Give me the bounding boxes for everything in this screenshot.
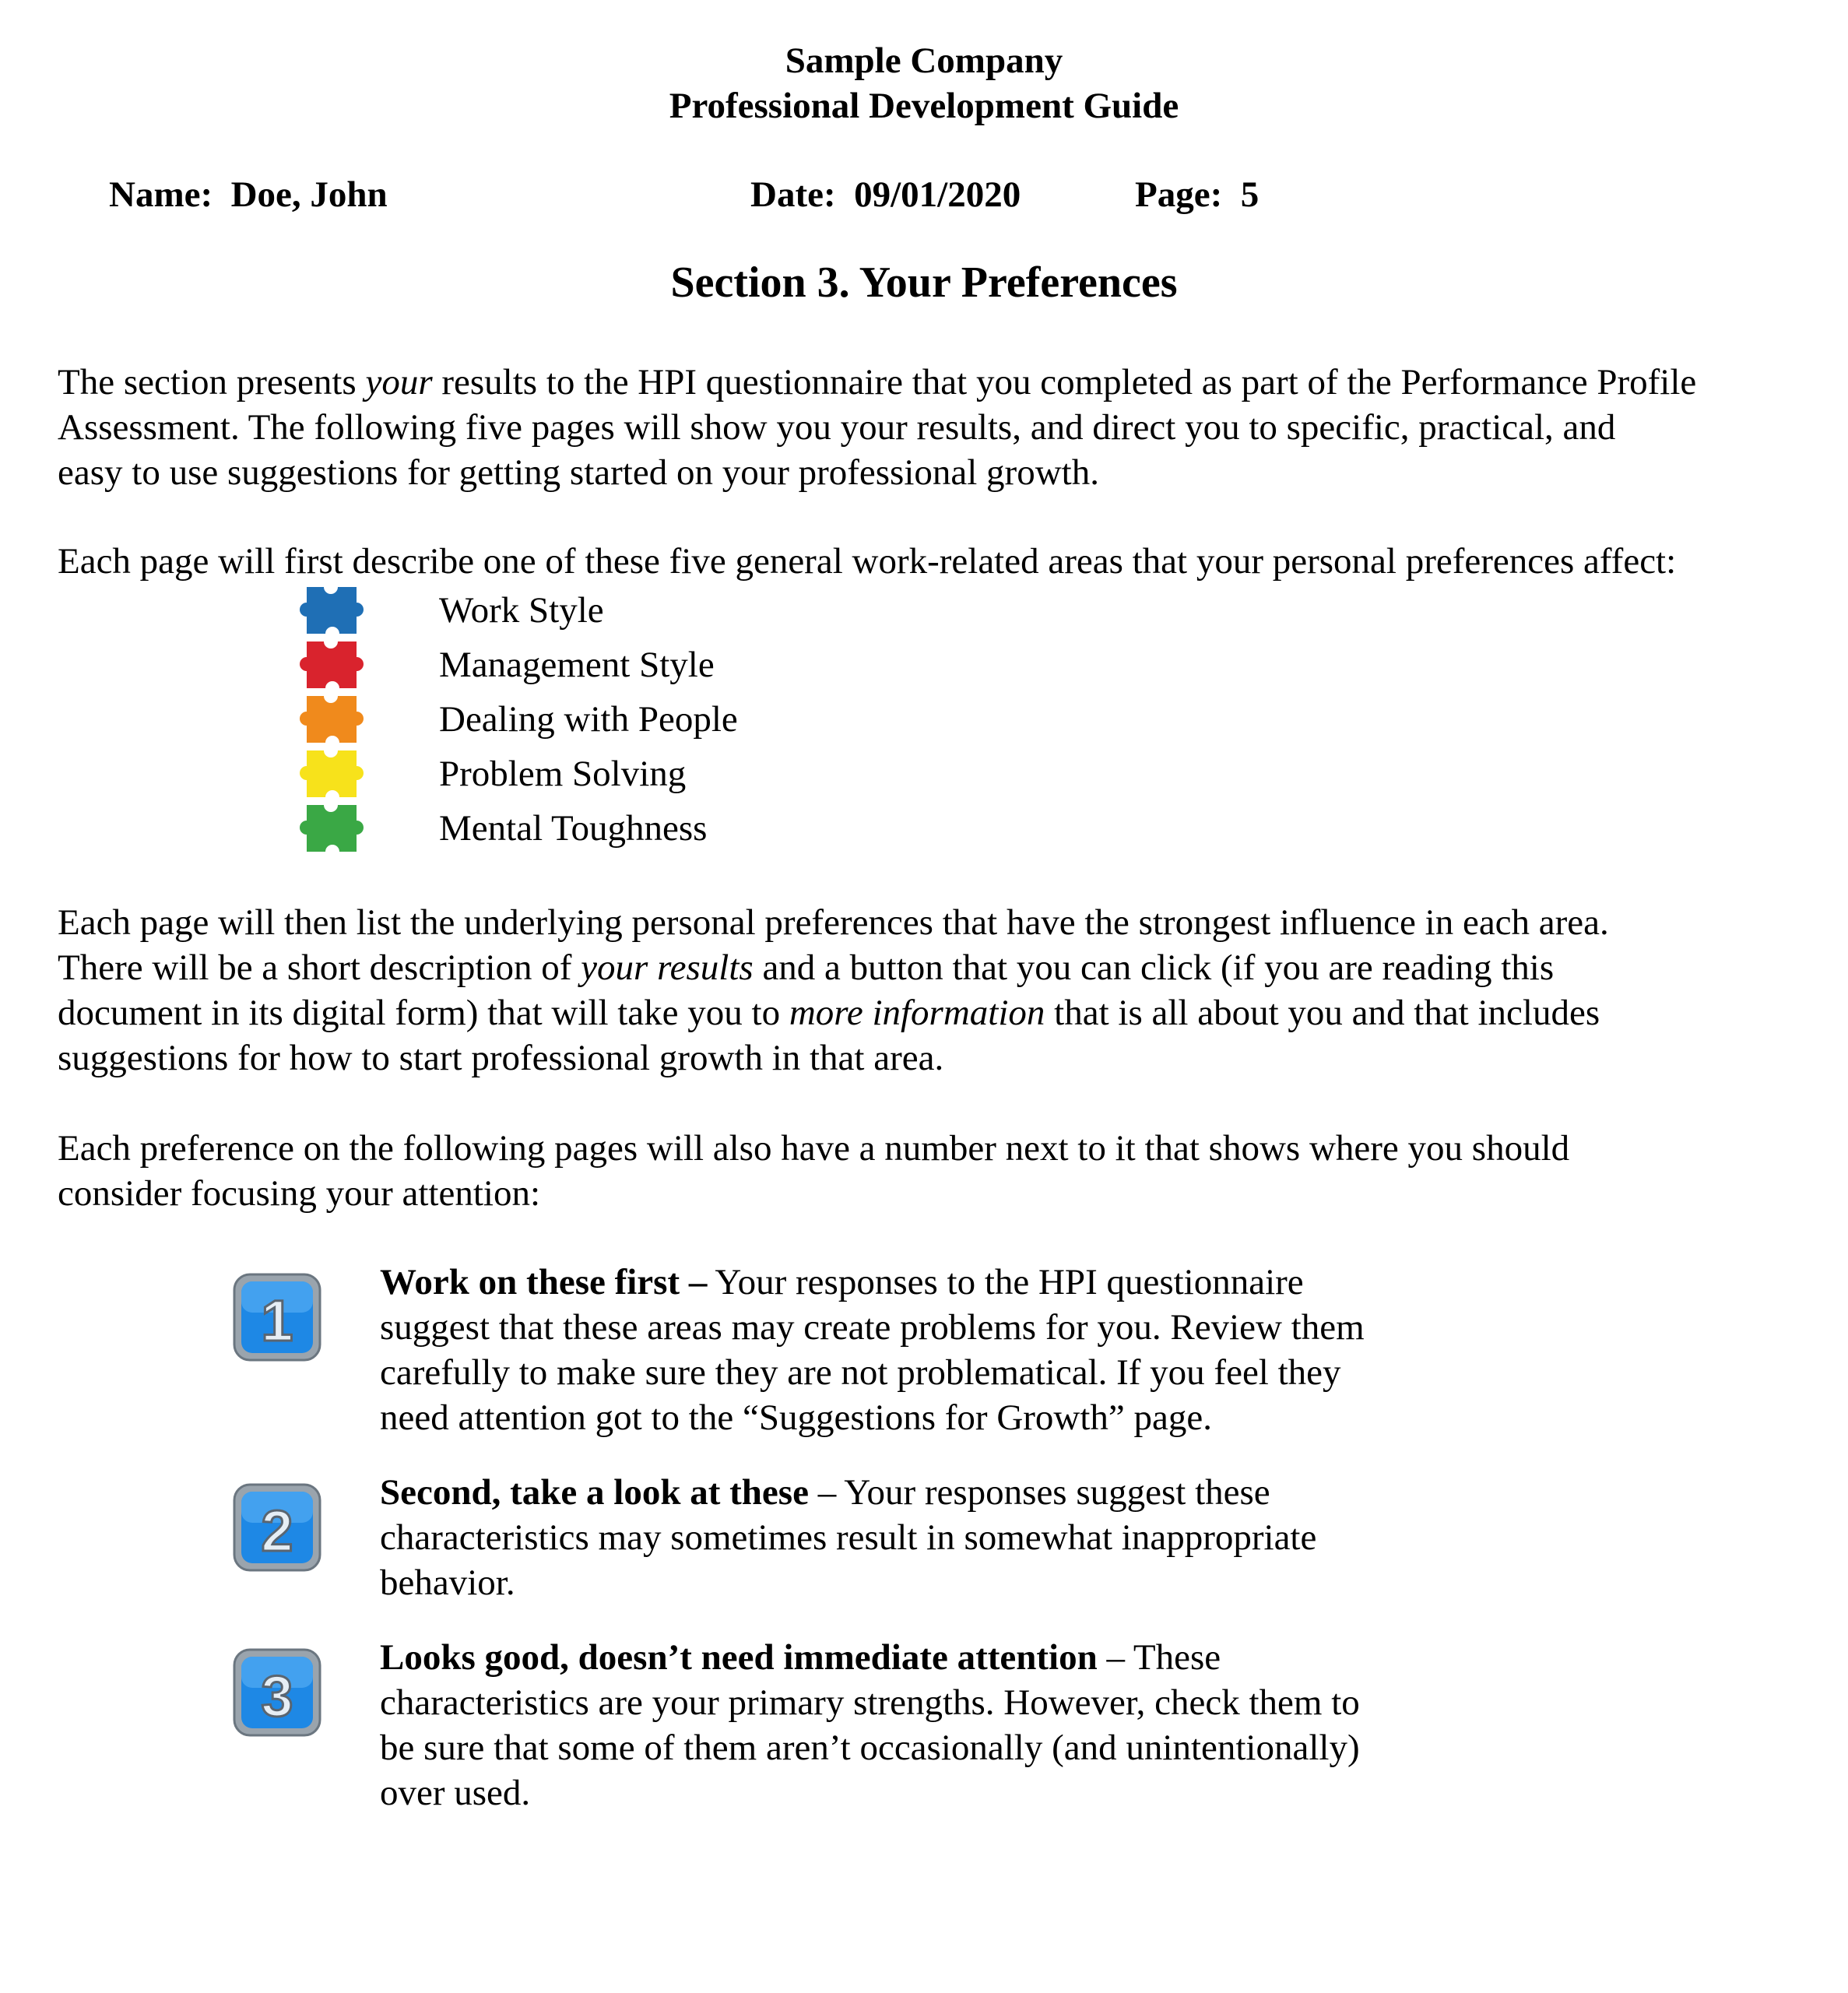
priority-desc: – Your responses suggest these <box>808 1472 1270 1513</box>
puzzle-piece-icon <box>296 803 366 853</box>
page-label: Page: <box>1135 174 1223 215</box>
priority-line: suggest that these areas may create problems for you. Review them <box>380 1307 1365 1348</box>
intro-paragraph <box>58 360 1840 495</box>
area-label: Problem Solving <box>439 754 687 794</box>
preferences-paragraph <box>58 900 1840 1081</box>
priority-heading: Looks good, doesn’t need immediate attention <box>380 1637 1098 1678</box>
date-label: Date: <box>750 174 836 215</box>
pref-emphasis: more information <box>789 993 1045 1033</box>
guide-title: Professional Development Guide <box>669 86 1179 126</box>
priority-line <box>380 1635 1509 1680</box>
intro-line-1 <box>58 360 1840 405</box>
pref-text: and a button that you can click (if you are reading this <box>753 947 1555 988</box>
badge-number: 2 <box>261 1499 293 1563</box>
priority-line: behavior. <box>380 1562 515 1603</box>
number-one-badge-icon <box>232 1272 322 1362</box>
priority-desc: – These <box>1097 1637 1221 1678</box>
priority-line: need attention got to the “Suggestions for Growth” page. <box>380 1397 1212 1438</box>
page-value: 5 <box>1240 174 1260 215</box>
pref-text: There will be a short description of <box>58 947 581 988</box>
badge-number: 1 <box>261 1288 293 1353</box>
area-item <box>296 749 687 799</box>
area-item <box>296 585 604 635</box>
pref-line-1: Each page will then list the underlying personal preferences that have the strongest influence in each area. <box>58 902 1609 943</box>
priority-line: characteristics are your primary strengths. However, check them to <box>380 1682 1360 1723</box>
priority-line <box>380 1260 1509 1305</box>
number-three-badge-icon <box>232 1647 322 1738</box>
name-label: Name: <box>109 174 213 215</box>
pref-line-3 <box>58 990 1840 1035</box>
priority-line: characteristics may sometimes result in somewhat inappropriate <box>380 1517 1317 1558</box>
priority-desc: Your responses to the HPI questionnaire <box>707 1262 1304 1302</box>
puzzle-piece-icon <box>296 640 366 690</box>
priority-line: be sure that some of them aren’t occasionally (and unintentionally) <box>380 1728 1360 1768</box>
name-field <box>109 173 388 216</box>
intro-text: The section presents <box>58 362 366 402</box>
page-field <box>1135 173 1259 216</box>
intro-emphasis: your <box>365 362 433 402</box>
areas-intro-text: Each page will first describe one of these five general work-related areas that your personal preferences affect: <box>58 541 1677 582</box>
area-item <box>296 640 715 690</box>
number-line-1: Each preference on the following pages will also have a number next to it that shows where you should <box>58 1128 1570 1169</box>
area-item <box>296 803 708 853</box>
date-field <box>750 173 1021 216</box>
priority-line: carefully to make sure they are not problematical. If you feel they <box>380 1352 1341 1393</box>
pref-line-2 <box>58 945 1840 990</box>
name-value: Doe, John <box>230 174 388 215</box>
priority-heading: Work on these first – <box>380 1262 708 1302</box>
areas-intro <box>58 539 1840 584</box>
company-name: Sample Company <box>785 40 1063 81</box>
pref-line-4: suggestions for how to start professional growth in that area. <box>58 1038 944 1078</box>
pref-text: document in its digital form) that will take you to <box>58 993 789 1033</box>
pref-text: that is all about you and that includes <box>1045 993 1600 1033</box>
priority-text <box>380 1635 1509 1815</box>
priority-line: over used. <box>380 1773 531 1813</box>
number-paragraph <box>58 1126 1840 1216</box>
priority-heading: Second, take a look at these <box>380 1472 809 1513</box>
date-value: 09/01/2020 <box>854 174 1021 215</box>
priority-line <box>380 1470 1509 1515</box>
priority-text <box>380 1260 1509 1440</box>
area-label: Management Style <box>439 645 715 685</box>
intro-line-2: Assessment. The following five pages will show you your results, and direct you to specific, practical, and <box>58 407 1616 448</box>
area-label: Work Style <box>439 590 604 631</box>
area-label: Mental Toughness <box>439 808 708 849</box>
area-item <box>296 694 738 744</box>
intro-text: results to the HPI questionnaire that you completed as part of the Performance Profile <box>432 362 1697 402</box>
number-line-2: consider focusing your attention: <box>58 1173 540 1214</box>
priority-text <box>380 1470 1509 1605</box>
puzzle-piece-icon <box>296 585 366 635</box>
section-title: Section 3. Your Preferences <box>670 258 1178 307</box>
number-two-badge-icon <box>232 1482 322 1573</box>
intro-line-3: easy to use suggestions for getting started on your professional growth. <box>58 452 1099 493</box>
badge-number: 3 <box>261 1664 293 1728</box>
pref-emphasis: your results <box>581 947 754 988</box>
area-label: Dealing with People <box>439 699 738 740</box>
puzzle-piece-icon <box>296 749 366 799</box>
puzzle-piece-icon <box>296 694 366 744</box>
